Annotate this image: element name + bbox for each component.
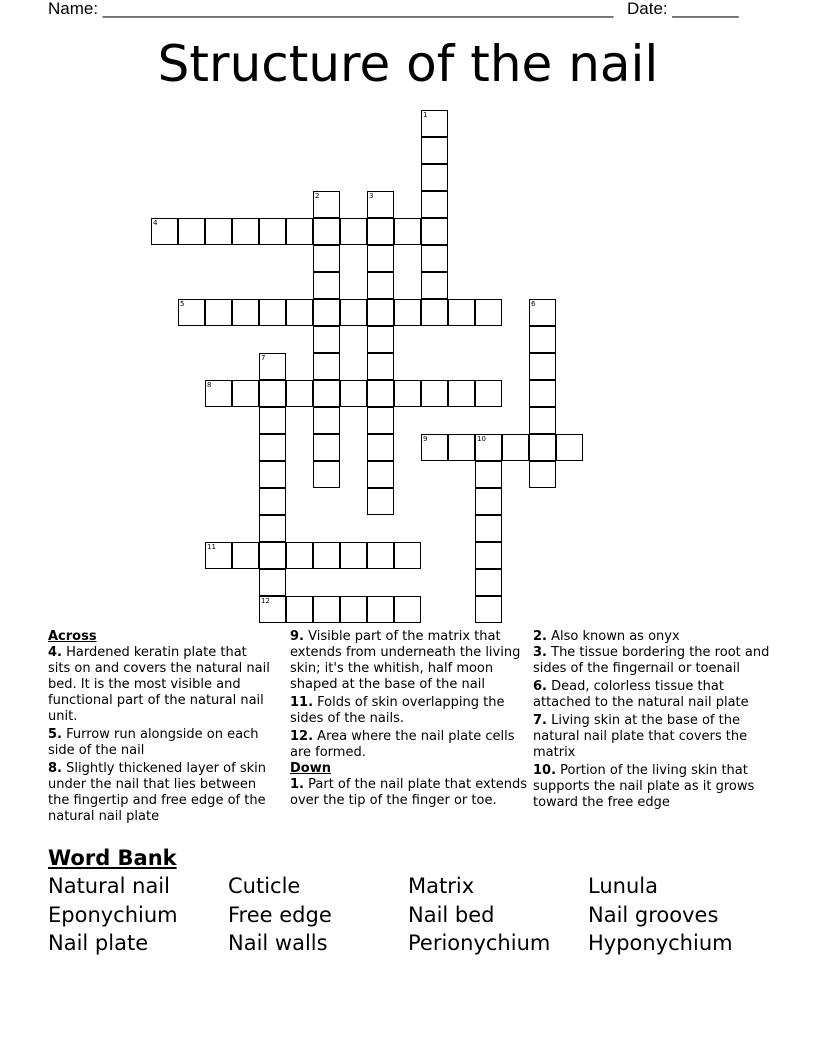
- crossword-cell[interactable]: [313, 299, 340, 326]
- clue-down-6: 6. Dead, colorless tissue that attached to the natural nail plate: [533, 679, 749, 710]
- crossword-cell[interactable]: [529, 326, 556, 353]
- word-bank-item: Free edge: [228, 903, 332, 927]
- crossword-cell[interactable]: [313, 380, 340, 407]
- crossword-cell[interactable]: [529, 434, 556, 461]
- crossword-cell[interactable]: [367, 218, 394, 245]
- crossword-cell[interactable]: [421, 380, 448, 407]
- crossword-cell[interactable]: [529, 299, 556, 326]
- crossword-cell[interactable]: [259, 434, 286, 461]
- crossword-cell[interactable]: [421, 164, 448, 191]
- crossword-cell[interactable]: [367, 434, 394, 461]
- clues-column-2: [290, 629, 530, 809]
- crossword-cell[interactable]: [367, 353, 394, 380]
- down-heading: Down: [290, 761, 331, 776]
- crossword-cell[interactable]: [421, 191, 448, 218]
- clue-across-11: 11. Folds of skin overlapping the sides of the nails.: [290, 695, 505, 726]
- crossword-cell[interactable]: [367, 380, 394, 407]
- crossword-cell[interactable]: [259, 488, 286, 515]
- clue-number: 2: [315, 192, 320, 200]
- crossword-cell[interactable]: [232, 299, 259, 326]
- crossword-cell[interactable]: [475, 596, 502, 623]
- crossword-cell[interactable]: [259, 542, 286, 569]
- crossword-cell[interactable]: [367, 461, 394, 488]
- crossword-cell[interactable]: [286, 299, 313, 326]
- crossword-cell[interactable]: [259, 353, 286, 380]
- crossword-cell[interactable]: [259, 461, 286, 488]
- clues-column-1: [48, 629, 270, 825]
- clue-number: 6: [531, 300, 536, 308]
- crossword-cell[interactable]: [205, 218, 232, 245]
- crossword-cell[interactable]: [313, 434, 340, 461]
- clue-number: 10: [477, 435, 486, 443]
- crossword-cell[interactable]: [313, 191, 340, 218]
- word-bank-item: Eponychium: [48, 903, 178, 927]
- crossword-cell[interactable]: [367, 245, 394, 272]
- crossword-cell[interactable]: [286, 380, 313, 407]
- crossword-cell[interactable]: [259, 596, 286, 623]
- crossword-cell[interactable]: [151, 218, 178, 245]
- crossword-cell[interactable]: [178, 299, 205, 326]
- crossword-cell[interactable]: [259, 299, 286, 326]
- crossword-cell[interactable]: [232, 380, 259, 407]
- clue-number: 1: [423, 111, 428, 119]
- crossword-cell[interactable]: [286, 218, 313, 245]
- word-bank-item: Hyponychium: [588, 931, 733, 955]
- clue-across-4: 4. Hardened keratin plate that sits on and covers the natural nail bed. It is the most visible and functional part of the natural nail unit.: [48, 645, 270, 724]
- crossword-cell[interactable]: [367, 272, 394, 299]
- clue-down-10: 10. Portion of the living skin that supports the nail plate as it grows toward the free edge: [533, 763, 755, 810]
- crossword-cell[interactable]: [313, 542, 340, 569]
- clue-number: 9: [423, 435, 428, 443]
- crossword-cell[interactable]: [394, 596, 421, 623]
- crossword-cell[interactable]: [475, 434, 502, 461]
- crossword-cell[interactable]: [367, 488, 394, 515]
- crossword-cell[interactable]: [367, 191, 394, 218]
- word-bank-item: Lunula: [588, 874, 658, 898]
- crossword-cell[interactable]: [529, 407, 556, 434]
- crossword-cell[interactable]: [367, 326, 394, 353]
- clue-across-5: 5. Furrow run alongside on each side of the nail: [48, 727, 259, 758]
- clue-down-1: 1. Part of the nail plate that extends over the tip of the finger or toe.: [290, 777, 528, 808]
- crossword-cell[interactable]: [421, 110, 448, 137]
- clue-number: 12: [261, 597, 270, 605]
- crossword-cell[interactable]: [259, 569, 286, 596]
- word-bank-title: Word Bank: [48, 846, 177, 870]
- crossword-cell[interactable]: [367, 299, 394, 326]
- crossword-cell[interactable]: [502, 434, 529, 461]
- crossword-cell[interactable]: [205, 542, 232, 569]
- crossword-cell[interactable]: [475, 299, 502, 326]
- crossword-cell[interactable]: [205, 380, 232, 407]
- crossword-cell[interactable]: [475, 569, 502, 596]
- crossword-cell[interactable]: [529, 461, 556, 488]
- clue-number: 8: [207, 381, 212, 389]
- date-field-label: Date: _______: [627, 0, 739, 18]
- crossword-cell[interactable]: [178, 218, 205, 245]
- clues-column-3: [533, 629, 773, 811]
- crossword-cell[interactable]: [313, 218, 340, 245]
- across-heading: Across: [48, 629, 97, 644]
- crossword-cell[interactable]: [259, 515, 286, 542]
- word-bank-item: Nail bed: [408, 903, 495, 927]
- crossword-cell[interactable]: [232, 542, 259, 569]
- crossword-cell[interactable]: [421, 299, 448, 326]
- word-bank-item: Nail walls: [228, 931, 328, 955]
- crossword-cell[interactable]: [394, 380, 421, 407]
- crossword-cell[interactable]: [232, 218, 259, 245]
- clue-down-3: 3. The tissue bordering the root and sides of the fingernail or toenail: [533, 645, 770, 676]
- crossword-cell[interactable]: [259, 218, 286, 245]
- crossword-cell[interactable]: [313, 326, 340, 353]
- clue-number: 7: [261, 354, 266, 362]
- clue-across-8: 8. Slightly thickened layer of skin under the nail that lies between the fingertip and free edge of the natural nail plate: [48, 761, 266, 824]
- clue-down-2: 2. Also known as onyx: [533, 629, 680, 644]
- crossword-cell[interactable]: [367, 542, 394, 569]
- crossword-cell[interactable]: [448, 299, 475, 326]
- crossword-cell[interactable]: [394, 542, 421, 569]
- crossword-cell[interactable]: [394, 299, 421, 326]
- crossword-cell[interactable]: [340, 299, 367, 326]
- word-bank-item: Matrix: [408, 874, 475, 898]
- page-title: Structure of the nail: [157, 35, 659, 93]
- crossword-cell[interactable]: [286, 542, 313, 569]
- crossword-cell[interactable]: [313, 272, 340, 299]
- word-bank-item: Cuticle: [228, 874, 301, 898]
- crossword-cell[interactable]: [367, 596, 394, 623]
- crossword-cell[interactable]: [421, 218, 448, 245]
- crossword-cell[interactable]: [475, 380, 502, 407]
- crossword-cell[interactable]: [313, 596, 340, 623]
- crossword-cell[interactable]: [529, 353, 556, 380]
- crossword-cell[interactable]: [340, 596, 367, 623]
- crossword-cell[interactable]: [475, 461, 502, 488]
- crossword-cell[interactable]: [367, 407, 394, 434]
- crossword-cell[interactable]: [313, 461, 340, 488]
- crossword-cell[interactable]: [286, 596, 313, 623]
- clue-across-9: 9. Visible part of the matrix that extends from underneath the living skin; it's the whitish, half moon shaped at the base of the nail: [290, 629, 521, 692]
- clue-number: 11: [207, 543, 216, 551]
- clue-across-12: 12. Area where the nail plate cells are formed.: [290, 729, 515, 760]
- crossword-cell[interactable]: [340, 218, 367, 245]
- crossword-cell[interactable]: [475, 515, 502, 542]
- word-bank-item: Natural nail: [48, 874, 170, 898]
- word-bank-item: Nail grooves: [588, 903, 719, 927]
- crossword-cell[interactable]: [475, 542, 502, 569]
- crossword-cell[interactable]: [340, 542, 367, 569]
- crossword-cell[interactable]: [448, 380, 475, 407]
- crossword-cell[interactable]: [421, 434, 448, 461]
- clue-number: 5: [180, 300, 185, 308]
- clue-number: 3: [369, 192, 374, 200]
- crossword-cell[interactable]: [259, 380, 286, 407]
- crossword-cell[interactable]: [394, 218, 421, 245]
- crossword-cell[interactable]: [475, 488, 502, 515]
- word-bank-item: Perionychium: [408, 931, 551, 955]
- crossword-cell[interactable]: [313, 353, 340, 380]
- word-bank-item: Nail plate: [48, 931, 149, 955]
- crossword-cell[interactable]: [529, 380, 556, 407]
- crossword-cell[interactable]: [421, 272, 448, 299]
- crossword-cell[interactable]: [313, 407, 340, 434]
- crossword-cell[interactable]: [259, 407, 286, 434]
- clue-down-7: 7. Living skin at the base of the natural nail plate that covers the matrix: [533, 713, 748, 760]
- crossword-cell[interactable]: [340, 380, 367, 407]
- crossword-cell[interactable]: [556, 434, 583, 461]
- crossword-cell[interactable]: [205, 299, 232, 326]
- crossword-cell[interactable]: [421, 137, 448, 164]
- crossword-cell[interactable]: [421, 245, 448, 272]
- clue-number: 4: [153, 219, 158, 227]
- name-field-label: Name: ______________________________________________________: [48, 0, 614, 18]
- crossword-cell[interactable]: [448, 434, 475, 461]
- crossword-cell[interactable]: [313, 245, 340, 272]
